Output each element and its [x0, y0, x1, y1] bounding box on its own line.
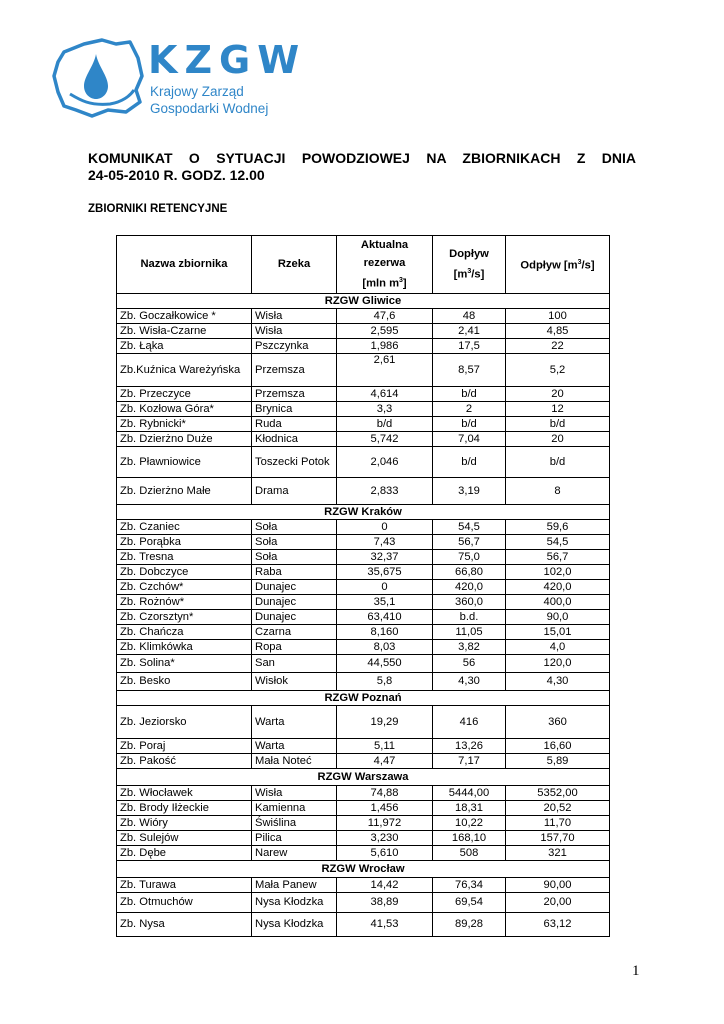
table-row [117, 785, 610, 800]
cell-inflow: 69,54 [433, 892, 506, 912]
cell-outflow: 5,2 [506, 353, 610, 386]
table-row [117, 386, 610, 401]
cell-outflow: 12 [506, 401, 610, 416]
cell-river: Przemsza [252, 386, 337, 401]
cell-river: Mała Noteć [252, 753, 337, 768]
cell-outflow: 100 [506, 308, 610, 323]
table-row [117, 830, 610, 845]
cell-name: Zb. Czorsztyn* [117, 609, 252, 624]
cell-river: Ruda [252, 416, 337, 431]
cell-outflow: 20 [506, 386, 610, 401]
cell-inflow: 168,10 [433, 830, 506, 845]
table-row [117, 564, 610, 579]
cell-name: Zb. Brody Iłżeckie [117, 800, 252, 815]
table-row [117, 353, 610, 386]
cell-outflow: 15,01 [506, 624, 610, 639]
cell-inflow: 3,82 [433, 639, 506, 654]
table-row [117, 416, 610, 431]
group-row-warszawa [117, 768, 610, 785]
cell-reserve: 14,42 [337, 877, 433, 892]
table-row [117, 624, 610, 639]
cell-reserve: 32,37 [337, 549, 433, 564]
group-title: RZGW Warszawa [117, 768, 610, 785]
table-row [117, 654, 610, 672]
cell-outflow: b/d [506, 416, 610, 431]
table-row [117, 534, 610, 549]
cell-river: Brynica [252, 401, 337, 416]
cell-river: Wisła [252, 323, 337, 338]
cell-name: Zb. Dzierżno Duże [117, 431, 252, 446]
cell-river: Soła [252, 519, 337, 534]
table-row [117, 338, 610, 353]
cell-name: Zb. Porąbka [117, 534, 252, 549]
cell-name: Zb. Wisła-Czarne [117, 323, 252, 338]
cell-river: Przemsza [252, 353, 337, 386]
inflow-header-sup: 3 [467, 268, 472, 275]
cell-inflow: 360,0 [433, 594, 506, 609]
reserve-header-unit: [mln m [362, 277, 400, 290]
cell-inflow: 420,0 [433, 579, 506, 594]
table-row [117, 705, 610, 738]
cell-inflow: 56,7 [433, 534, 506, 549]
cell-river: Warta [252, 738, 337, 753]
cell-inflow: b/d [433, 416, 506, 431]
reserve-header-sup: 3 [399, 277, 403, 284]
group-title: RZGW Wrocław [117, 860, 610, 877]
table-row [117, 800, 610, 815]
cell-inflow: b/d [433, 446, 506, 477]
cell-river: San [252, 654, 337, 672]
cell-inflow: 416 [433, 705, 506, 738]
cell-inflow: 8,57 [433, 353, 506, 386]
cell-name: Zb. Chańcza [117, 624, 252, 639]
table-row [117, 738, 610, 753]
cell-inflow: 66,80 [433, 564, 506, 579]
cell-outflow: 120,0 [506, 654, 610, 672]
table-row [117, 446, 610, 477]
cell-name: Zb. Rożnów* [117, 594, 252, 609]
cell-reserve: 2,595 [337, 323, 433, 338]
cell-inflow: 2,41 [433, 323, 506, 338]
table-row [117, 308, 610, 323]
logo-letters: KZGW [148, 38, 307, 82]
cell-inflow: 11,05 [433, 624, 506, 639]
logo-line-2: Gospodarki Wodnej [150, 101, 269, 116]
cell-inflow: b.d. [433, 609, 506, 624]
cell-outflow: 22 [506, 338, 610, 353]
col-header-reserve [337, 236, 433, 294]
cell-outflow: 63,12 [506, 912, 610, 936]
cell-reserve: 5,742 [337, 431, 433, 446]
cell-river: Soła [252, 534, 337, 549]
cell-inflow: 2 [433, 401, 506, 416]
cell-reserve: 8,03 [337, 639, 433, 654]
cell-outflow: 420,0 [506, 579, 610, 594]
cell-river: Wisła [252, 785, 337, 800]
cell-name: Zb. Czchów* [117, 579, 252, 594]
cell-reserve: 1,986 [337, 338, 433, 353]
inflow-header-unit-end: /s] [471, 268, 485, 281]
cell-outflow: 56,7 [506, 549, 610, 564]
cell-reserve: 35,1 [337, 594, 433, 609]
reserve-header-l1: Aktualna [360, 239, 409, 251]
cell-river: Dunajec [252, 579, 337, 594]
table-row [117, 845, 610, 860]
outflow-header-label: Odpływ [m [520, 259, 578, 272]
cell-river: Drama [252, 477, 337, 504]
col-header-river: Rzeka [252, 236, 337, 294]
cell-river: Toszecki Potok [252, 446, 337, 477]
cell-name: Zb. Poraj [117, 738, 252, 753]
inflow-header-unit: [m [453, 268, 468, 281]
page-title [88, 150, 636, 184]
cell-outflow: 90,0 [506, 609, 610, 624]
cell-river: Kamienna [252, 800, 337, 815]
group-title: RZGW Kraków [117, 504, 610, 519]
cell-reserve: 11,972 [337, 815, 433, 830]
table-row [117, 477, 610, 504]
cell-name: Zb. Pławniowice [117, 446, 252, 477]
group-title: RZGW Gliwice [117, 293, 610, 308]
cell-reserve: 35,675 [337, 564, 433, 579]
table-row [117, 519, 610, 534]
cell-inflow: 17,5 [433, 338, 506, 353]
cell-inflow: 508 [433, 845, 506, 860]
group-title: RZGW Poznań [117, 690, 610, 705]
reservoir-table [116, 235, 610, 937]
cell-reserve: 5,610 [337, 845, 433, 860]
cell-reserve: 2,833 [337, 477, 433, 504]
cell-outflow: 90,00 [506, 877, 610, 892]
reserve-header-unit-end: ] [402, 277, 407, 290]
cell-reserve: 19,29 [337, 705, 433, 738]
cell-name: Zb. Klimkówka [117, 639, 252, 654]
cell-name: Zb. Wióry [117, 815, 252, 830]
cell-inflow: 18,31 [433, 800, 506, 815]
cell-reserve: 1,456 [337, 800, 433, 815]
cell-river: Warta [252, 705, 337, 738]
table-row [117, 594, 610, 609]
cell-name: Zb. Czaniec [117, 519, 252, 534]
cell-reserve: 4,47 [337, 753, 433, 768]
cell-outflow: 400,0 [506, 594, 610, 609]
cell-outflow: 4,85 [506, 323, 610, 338]
col-header-inflow [433, 236, 506, 294]
cell-name: Zb. Rybnicki* [117, 416, 252, 431]
cell-name: Zb. Otmuchów [117, 892, 252, 912]
cell-name: Zb. Przeczyce [117, 386, 252, 401]
group-row-krakow [117, 504, 610, 519]
cell-river: Raba [252, 564, 337, 579]
cell-outflow: 20,00 [506, 892, 610, 912]
cell-name: Zb. Sulejów [117, 830, 252, 845]
section-heading: ZBIORNIKI RETENCYJNE [88, 203, 228, 215]
cell-river: Świślina [252, 815, 337, 830]
cell-reserve: 63,410 [337, 609, 433, 624]
cell-reserve: 38,89 [337, 892, 433, 912]
cell-river: Pszczynka [252, 338, 337, 353]
cell-inflow: 4,30 [433, 672, 506, 690]
cell-outflow: 5352,00 [506, 785, 610, 800]
cell-outflow: 59,6 [506, 519, 610, 534]
table-row [117, 892, 610, 912]
cell-name: Zb. Włocławek [117, 785, 252, 800]
cell-reserve: 41,53 [337, 912, 433, 936]
cell-river: Nysa Kłodzka [252, 912, 337, 936]
cell-reserve: 8,160 [337, 624, 433, 639]
cell-river: Narew [252, 845, 337, 860]
reserve-header-l2: rezerwa [363, 257, 406, 269]
table-row [117, 672, 610, 690]
cell-name: Zb. Łąka [117, 338, 252, 353]
poland-drop-icon [50, 36, 146, 122]
cell-name: Zb. Dębe [117, 845, 252, 860]
cell-outflow: 102,0 [506, 564, 610, 579]
cell-outflow: 11,70 [506, 815, 610, 830]
cell-river: Wisła [252, 308, 337, 323]
cell-outflow: 8 [506, 477, 610, 504]
logo-line-1: Krajowy Zarząd [150, 84, 244, 99]
outflow-header-sup: 3 [577, 259, 582, 266]
cell-reserve: 47,6 [337, 308, 433, 323]
cell-name: Zb.Kuźnica Wareżyńska [117, 353, 252, 386]
cell-reserve: 2,61 [337, 353, 433, 386]
cell-outflow: 360 [506, 705, 610, 738]
cell-reserve: 44,550 [337, 654, 433, 672]
cell-reserve: 3,3 [337, 401, 433, 416]
table-row [117, 609, 610, 624]
cell-reserve: 74,88 [337, 785, 433, 800]
cell-outflow: 157,70 [506, 830, 610, 845]
cell-name: Zb. Tresna [117, 549, 252, 564]
cell-river: Nysa Kłodzka [252, 892, 337, 912]
cell-outflow: b/d [506, 446, 610, 477]
cell-inflow: 75,0 [433, 549, 506, 564]
table-row [117, 579, 610, 594]
table-row [117, 877, 610, 892]
table-row [117, 815, 610, 830]
group-row-gliwice [117, 293, 610, 308]
table-row [117, 323, 610, 338]
cell-outflow: 20 [506, 431, 610, 446]
table-header-row [117, 236, 610, 294]
cell-name: Zb. Pakość [117, 753, 252, 768]
cell-outflow: 16,60 [506, 738, 610, 753]
cell-inflow: 76,34 [433, 877, 506, 892]
cell-name: Zb. Nysa [117, 912, 252, 936]
cell-name: Zb. Goczałkowice * [117, 308, 252, 323]
cell-outflow: 321 [506, 845, 610, 860]
cell-reserve: 4,614 [337, 386, 433, 401]
cell-inflow: b/d [433, 386, 506, 401]
cell-river: Mała Panew [252, 877, 337, 892]
cell-name: Zb. Turawa [117, 877, 252, 892]
cell-river: Czarna [252, 624, 337, 639]
cell-inflow: 54,5 [433, 519, 506, 534]
group-row-wroclaw [117, 860, 610, 877]
cell-reserve: 5,8 [337, 672, 433, 690]
cell-inflow: 48 [433, 308, 506, 323]
cell-inflow: 89,28 [433, 912, 506, 936]
table-row [117, 639, 610, 654]
cell-inflow: 13,26 [433, 738, 506, 753]
table-row [117, 549, 610, 564]
cell-name: Zb. Jeziorsko [117, 705, 252, 738]
cell-reserve: 0 [337, 579, 433, 594]
cell-inflow: 7,17 [433, 753, 506, 768]
cell-reserve: b/d [337, 416, 433, 431]
cell-name: Zb. Dobczyce [117, 564, 252, 579]
cell-river: Wisłok [252, 672, 337, 690]
title-line-2: 24-05-2010 R. GODZ. 12.00 [88, 167, 265, 183]
table-row [117, 912, 610, 936]
cell-reserve: 2,046 [337, 446, 433, 477]
cell-outflow: 5,89 [506, 753, 610, 768]
cell-inflow: 3,19 [433, 477, 506, 504]
cell-reserve: 5,11 [337, 738, 433, 753]
table-row [117, 753, 610, 768]
cell-name: Zb. Dzierżno Małe [117, 477, 252, 504]
page-number: 1 [632, 963, 640, 979]
cell-river: Dunajec [252, 594, 337, 609]
cell-reserve: 7,43 [337, 534, 433, 549]
title-line-1: KOMUNIKAT O SYTUACJI POWODZIOWEJ NA ZBIORNIKACH Z DNIA [88, 150, 636, 166]
cell-name: Zb. Kozłowa Góra* [117, 401, 252, 416]
col-header-outflow [506, 236, 610, 294]
cell-inflow: 56 [433, 654, 506, 672]
cell-river: Soła [252, 549, 337, 564]
col-header-name: Nazwa zbiornika [117, 236, 252, 294]
cell-outflow: 20,52 [506, 800, 610, 815]
cell-outflow: 4,30 [506, 672, 610, 690]
cell-outflow: 54,5 [506, 534, 610, 549]
cell-river: Ropa [252, 639, 337, 654]
cell-name: Zb. Besko [117, 672, 252, 690]
cell-inflow: 7,04 [433, 431, 506, 446]
cell-river: Dunajec [252, 609, 337, 624]
table-row [117, 431, 610, 446]
cell-river: Pilica [252, 830, 337, 845]
inflow-header-l1: Dopływ [449, 248, 489, 260]
cell-river: Kłodnica [252, 431, 337, 446]
cell-reserve: 0 [337, 519, 433, 534]
cell-outflow: 4,0 [506, 639, 610, 654]
kzgw-logo [50, 36, 307, 122]
cell-inflow: 5444,00 [433, 785, 506, 800]
group-row-poznan [117, 690, 610, 705]
table-row [117, 401, 610, 416]
cell-name: Zb. Solina* [117, 654, 252, 672]
outflow-header-end: /s] [581, 259, 595, 272]
cell-reserve: 3,230 [337, 830, 433, 845]
cell-inflow: 10,22 [433, 815, 506, 830]
